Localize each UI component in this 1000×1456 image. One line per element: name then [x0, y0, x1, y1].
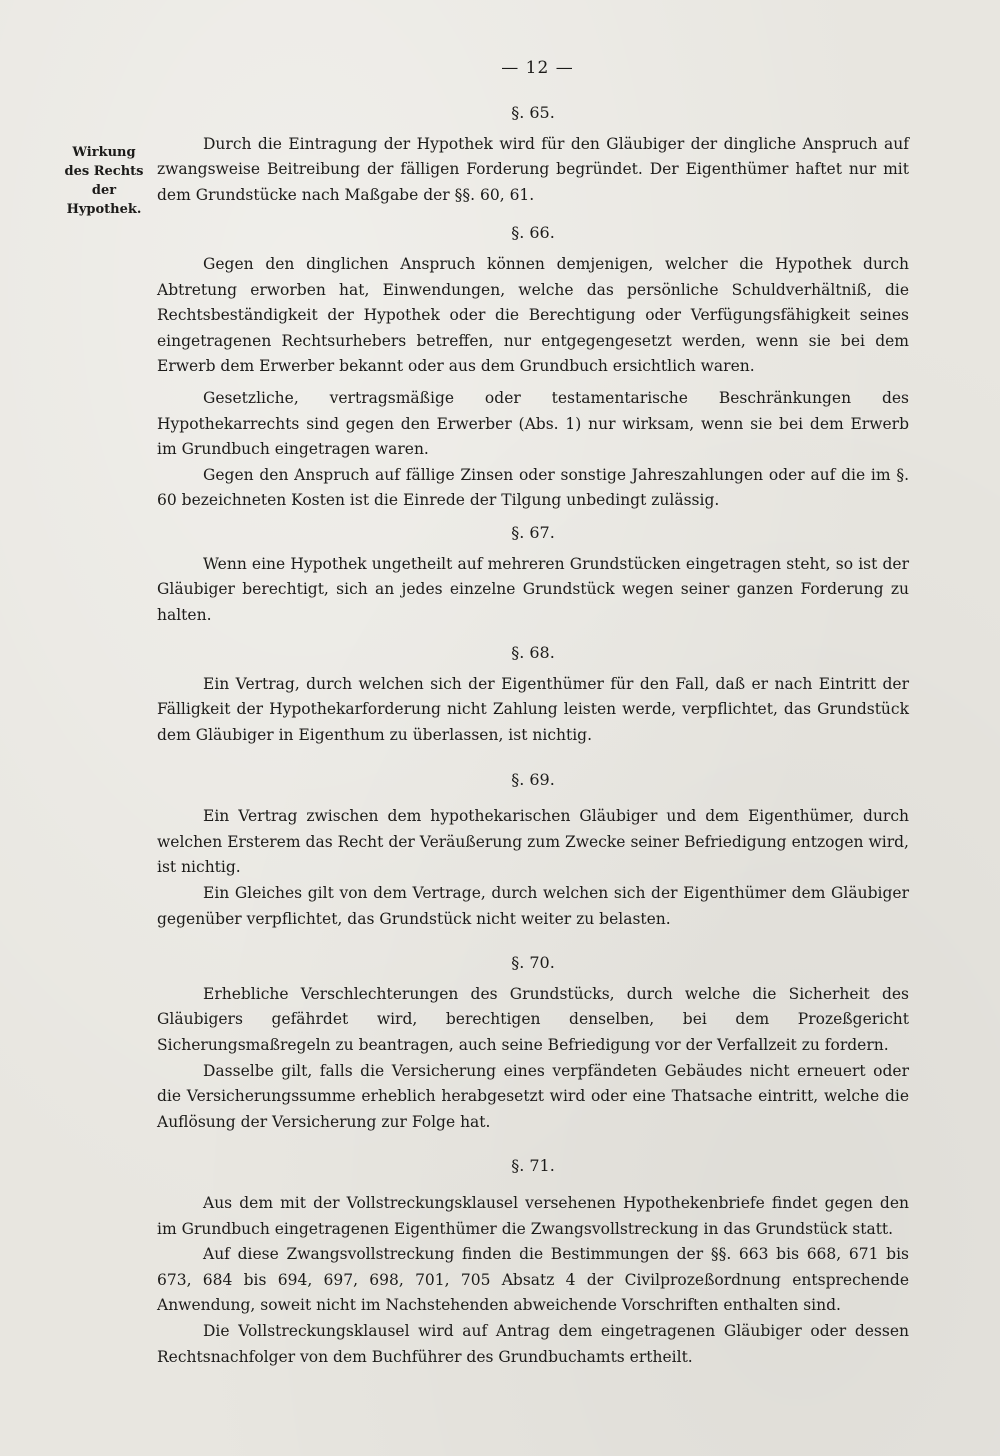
- section-heading: §. 65.: [511, 103, 555, 122]
- paragraph: Gesetzliche, vertragsmäßige oder testamentarische Beschränkungen des Hypothekarrechts sind gegen den Erwerber (Abs. 1) nur wirksam, wenn sie bei dem Erwerb im Grundbuch eingetragen waren.: [157, 388, 909, 459]
- margin-note-line: Hypothek.: [66, 202, 142, 217]
- margin-note: [60, 143, 148, 219]
- section-heading: §. 67.: [511, 522, 555, 542]
- paragraph: Die Vollstreckungsklausel wird auf Antrag dem eingetragenen Gläubiger oder dessen Rechtsnachfolger von dem Buchführer des Grundbuchamts ertheilt.: [157, 1321, 909, 1366]
- paragraph: Ein Vertrag, durch welchen sich der Eigenthümer für den Fall, daß er nach Eintritt der Fälligkeit der Hypothekarforderung nicht Zahlung leisten werde, verpflichtet, das Grundstück dem Gläubiger in Eigenthum zu überlassen, ist nichtig.: [157, 674, 909, 745]
- page-number: — 12 —: [501, 58, 574, 78]
- paragraph: Ein Vertrag zwischen dem hypothekarischen Gläubiger und dem Eigenthümer, durch welchen Ersterem das Recht der Veräußerung zum Zwecke seiner Befriedigung entzogen wird, ist nichtig.: [157, 807, 909, 877]
- paragraph: Gegen den Anspruch auf fällige Zinsen oder sonstige Jahreszahlungen oder auf die im §. 60 bezeichneten Kosten ist die Einrede der Tilgung unbedingt zulässig.: [157, 465, 909, 510]
- section-heading: §. 66.: [511, 223, 555, 243]
- section-heading: §. 69.: [511, 769, 555, 789]
- section-heading: §. 71.: [511, 1156, 555, 1176]
- margin-note-line: des Rechts: [64, 164, 144, 179]
- paragraph: Durch die Eintragung der Hypothek wird für den Gläubiger der dingliche Anspruch auf zwangsweise Beitreibung der fälligen Forderung begründet. Der Eigenthümer haftet nur mit dem Grundstücke nach Maßgabe der §§. 60, 61.: [157, 134, 909, 204]
- document-body: [157, 100, 909, 1370]
- section-heading: §. 68.: [511, 643, 555, 663]
- paragraph: Erhebliche Verschlechterungen des Grundstücks, durch welche die Sicherheit des Gläubigers gefährdet wird, berechtigen denselben, bei dem Prozeßgericht Sicherungsmaßregeln zu beantragen, auch seine Befriedigung vor der Verfallzeit zu fordern.: [157, 984, 909, 1054]
- paragraph: Ein Gleiches gilt von dem Vertrage, durch welchen sich der Eigenthümer dem Gläubiger gegenüber verpflichtet, das Grundstück nicht weiter zu belasten.: [157, 884, 909, 928]
- paragraph: Aus dem mit der Vollstreckungsklausel versehenen Hypothekenbriefe findet gegen den im Grundbuch eingetragenen Eigenthümer die Zwangsvollstreckung in das Grundstück statt.: [157, 1193, 909, 1238]
- paragraph: Gegen den dinglichen Anspruch können demjenigen, welcher die Hypothek durch Abtretung erworben hat, Einwendungen, welche das persönliche Schuldverhältniß, die Rechtsbeständigkeit der Hypothek oder die Berechtigung oder Verfügungsfähigkeit seines eingetragenen Rechtsurhebers betreffen, nur entgegengesetzt werden, wenn sie bei dem Erwerb dem Erwerber bekannt oder aus dem Grundbuch ersichtlich waren.: [157, 254, 909, 376]
- paragraph: Auf diese Zwangsvollstreckung finden die Bestimmungen der §§. 663 bis 668, 671 bis 673, 684 bis 694, 697, 698, 701, 705 Absatz 4 der Civilprozeßordnung entsprechende Anwendung, soweit nicht im Nachstehenden abweichende Vorschriften enthalten sind.: [157, 1245, 909, 1315]
- paragraph: Wenn eine Hypothek ungetheilt auf mehreren Grundstücken eingetragen steht, so ist der Gläubiger berechtigt, sich an jedes einzelne Grundstück wegen seiner ganzen Forderung zu halten.: [157, 554, 909, 624]
- margin-note-line: Wirkung: [72, 145, 136, 160]
- margin-note-line: der: [91, 183, 117, 198]
- paragraph: Dasselbe gilt, falls die Versicherung eines verpfändeten Gebäudes nicht erneuert oder die Versicherungssumme erheblich herabgesetzt wird oder eine Thatsache eintritt, welche die Auflösung der Versicherung zur Folge hat.: [157, 1061, 909, 1131]
- section-heading: §. 70.: [511, 953, 555, 973]
